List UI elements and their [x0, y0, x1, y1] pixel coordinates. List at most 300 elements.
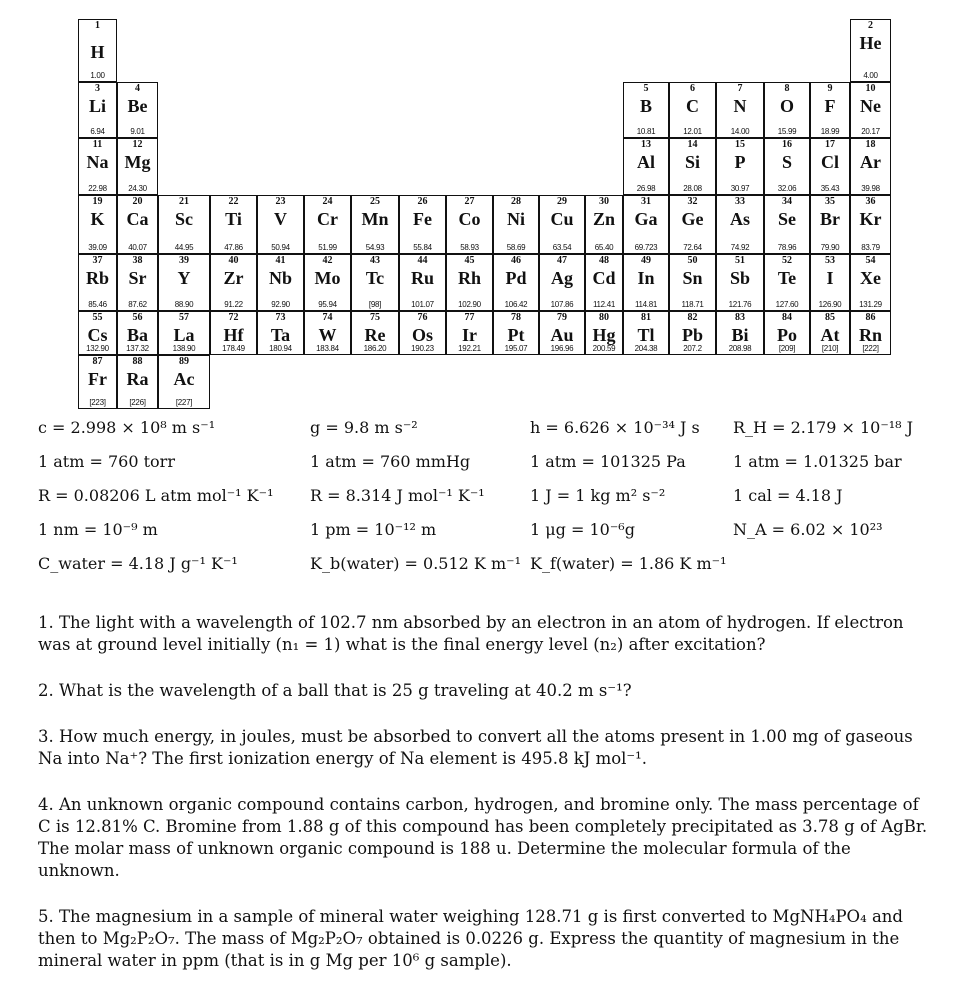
element-number: 15 — [735, 139, 745, 150]
element-cell-la — [158, 311, 210, 355]
element-number: 42 — [322, 255, 333, 266]
element-mass: [210] — [821, 344, 839, 353]
element-mass: 65.40 — [594, 243, 614, 252]
element-symbol: K — [90, 209, 105, 229]
element-symbol: Ba — [126, 325, 148, 345]
element-symbol: Na — [86, 152, 109, 172]
element-number: 38 — [132, 255, 143, 266]
element-mass: 32.06 — [777, 184, 797, 193]
element-symbol: Pd — [505, 268, 527, 288]
element-mass: 118.71 — [681, 300, 704, 309]
element-mass: 18.99 — [820, 127, 840, 136]
element-number: 3 — [95, 83, 100, 94]
element-number: 56 — [132, 312, 143, 323]
element-number: 13 — [641, 139, 651, 150]
element-symbol: W — [318, 325, 337, 345]
element-number: 85 — [825, 312, 835, 323]
element-cell-ru — [399, 254, 446, 311]
element-number: 12 — [132, 139, 143, 150]
element-number: 5 — [643, 83, 649, 94]
element-symbol: S — [781, 152, 792, 172]
element-number: 77 — [464, 312, 475, 323]
element-mass: 30.97 — [730, 184, 750, 193]
element-symbol: Bi — [731, 325, 749, 345]
element-symbol: Rh — [457, 268, 481, 288]
element-symbol: Mn — [361, 209, 389, 229]
element-mass: 1.00 — [90, 71, 105, 80]
element-mass: 112.41 — [592, 300, 616, 309]
element-symbol: He — [859, 33, 882, 53]
element-mass: 15.99 — [777, 127, 797, 136]
element-number: 80 — [599, 312, 609, 323]
element-cell-ga — [623, 195, 669, 254]
element-mass: 4.00 — [863, 71, 878, 80]
element-cell-na — [78, 138, 117, 195]
element-mass: 106.42 — [504, 300, 528, 309]
element-mass: 72.64 — [683, 243, 702, 252]
element-cell-as — [716, 195, 764, 254]
element-cell-po — [764, 311, 810, 355]
element-cell-tl — [623, 311, 669, 355]
element-symbol: Cu — [550, 209, 574, 229]
element-number: 27 — [464, 196, 475, 207]
element-symbol: Ca — [126, 209, 149, 229]
element-cell-ti — [210, 195, 257, 254]
element-number: 20 — [132, 196, 143, 207]
constant-joule: 1 J = 1 kg m² s⁻² — [530, 486, 666, 505]
element-cell-te — [764, 254, 810, 311]
element-number: 19 — [92, 196, 103, 207]
element-cell-hg — [585, 311, 623, 355]
element-symbol: N — [733, 96, 747, 116]
element-symbol: Ni — [507, 209, 525, 229]
element-number: 45 — [464, 255, 475, 266]
element-mass: 63.54 — [552, 243, 572, 252]
element-mass: 208.98 — [728, 344, 752, 353]
element-cell-k — [78, 195, 117, 254]
element-symbol: Si — [684, 152, 700, 172]
element-cell-kr — [850, 195, 891, 254]
element-mass: 95.94 — [318, 300, 337, 309]
element-number: 4 — [135, 83, 140, 94]
element-cell-xe — [850, 254, 891, 311]
element-number: 86 — [865, 312, 876, 323]
element-cell-h — [78, 19, 117, 82]
element-symbol: Os — [411, 325, 433, 345]
element-number: 76 — [417, 312, 428, 323]
element-symbol: At — [820, 325, 840, 345]
element-mass: 107.86 — [550, 300, 574, 309]
element-symbol: Mo — [314, 268, 341, 288]
element-cell-b — [623, 82, 669, 138]
element-symbol: Cr — [317, 209, 338, 229]
element-mass: 54.93 — [365, 243, 385, 252]
element-cell-mo — [304, 254, 351, 311]
element-cell-mn — [351, 195, 399, 254]
element-symbol: Y — [177, 268, 191, 288]
element-mass: 22.98 — [88, 184, 107, 193]
element-number: 54 — [865, 255, 876, 266]
element-mass: 85.46 — [88, 300, 107, 309]
element-mass: 51.99 — [318, 243, 337, 252]
element-symbol: Ta — [270, 325, 291, 345]
element-symbol: Hg — [592, 325, 616, 345]
element-cell-in — [623, 254, 669, 311]
element-cell-nb — [257, 254, 304, 311]
element-symbol: Re — [364, 325, 386, 345]
element-symbol: B — [639, 96, 652, 116]
element-number: 9 — [827, 83, 833, 94]
element-mass: 79.90 — [820, 243, 840, 252]
question-2: 2. What is the wavelength of a ball that is 25 g traveling at 40.2 m s⁻¹? — [38, 681, 632, 700]
element-number: 33 — [735, 196, 745, 207]
element-mass: [98] — [368, 300, 382, 309]
element-symbol: Mg — [124, 152, 151, 172]
element-number: 30 — [599, 196, 609, 207]
element-mass: 186.20 — [363, 344, 387, 353]
element-cell-i — [810, 254, 850, 311]
element-mass: 196.96 — [550, 344, 574, 353]
element-symbol: Zn — [592, 209, 616, 229]
element-symbol: Hf — [223, 325, 244, 345]
element-number: 81 — [641, 312, 651, 323]
element-mass: 78.96 — [777, 243, 797, 252]
element-symbol: Sn — [682, 268, 703, 288]
element-mass: 132.90 — [86, 344, 109, 353]
element-symbol: Cs — [87, 325, 108, 345]
element-symbol: Se — [778, 209, 796, 229]
element-cell-ar — [850, 138, 891, 195]
element-cell-fr — [78, 355, 117, 409]
element-cell-pd — [493, 254, 539, 311]
element-number: 34 — [782, 196, 792, 207]
element-symbol: Te — [777, 268, 797, 288]
element-mass: 44.95 — [174, 243, 194, 252]
element-cell-rh — [446, 254, 493, 311]
element-mass: 26.98 — [636, 184, 656, 193]
element-number: 25 — [370, 196, 380, 207]
element-symbol: V — [274, 209, 287, 229]
element-symbol: Br — [820, 209, 840, 229]
element-cell-hf — [210, 311, 257, 355]
element-number: 32 — [687, 196, 698, 207]
element-number: 88 — [132, 356, 143, 367]
element-cell-cd — [585, 254, 623, 311]
element-mass: 92.90 — [271, 300, 290, 309]
element-cell-mg — [117, 138, 158, 195]
element-cell-c — [669, 82, 716, 138]
element-cell-y — [158, 254, 210, 311]
element-symbol: In — [637, 268, 655, 288]
element-cell-li — [78, 82, 117, 138]
element-cell-ni — [493, 195, 539, 254]
element-mass: 200.59 — [592, 344, 616, 353]
element-cell-re — [351, 311, 399, 355]
element-symbol: Ti — [225, 209, 242, 229]
element-number: 52 — [782, 255, 792, 266]
element-symbol: Be — [127, 96, 148, 116]
element-cell-he — [850, 19, 891, 82]
element-number: 28 — [511, 196, 521, 207]
element-number: 16 — [782, 139, 792, 150]
element-cell-n — [716, 82, 764, 138]
constant-rydberg: R_H = 2.179 × 10⁻¹⁸ J — [733, 418, 914, 437]
element-number: 23 — [275, 196, 286, 207]
element-symbol: Rn — [858, 325, 882, 345]
element-number: 84 — [782, 312, 792, 323]
element-mass: 127.60 — [775, 300, 799, 309]
element-mass: 192.21 — [458, 344, 481, 353]
element-mass: [223] — [89, 398, 106, 407]
element-number: 18 — [865, 139, 876, 150]
element-cell-be — [117, 82, 158, 138]
element-cell-cu — [539, 195, 585, 254]
element-cell-sb — [716, 254, 764, 311]
constants-block — [0, 418, 959, 598]
element-cell-ge — [669, 195, 716, 254]
element-number: 78 — [511, 312, 521, 323]
element-cell-cl — [810, 138, 850, 195]
element-symbol: Ar — [860, 152, 881, 172]
constant-gas-j: R = 8.314 J mol⁻¹ K⁻¹ — [310, 486, 485, 505]
element-symbol: Au — [550, 325, 574, 345]
constant-speed-of-light: c = 2.998 × 10⁸ m s⁻¹ — [38, 418, 216, 437]
element-mass: 102.90 — [458, 300, 481, 309]
element-mass: [226] — [129, 398, 146, 407]
element-cell-se — [764, 195, 810, 254]
element-symbol: Sb — [729, 268, 751, 288]
element-cell-rn — [850, 311, 891, 355]
element-cell-ir — [446, 311, 493, 355]
element-cell-at — [810, 311, 850, 355]
element-mass: 39.98 — [861, 184, 880, 193]
element-cell-ca — [117, 195, 158, 254]
constant-kf-water: K_f(water) = 1.86 K m⁻¹ — [530, 554, 727, 573]
element-symbol: Cl — [821, 152, 839, 172]
element-mass: 114.81 — [634, 300, 658, 309]
element-mass: 14.00 — [730, 127, 750, 136]
element-mass: [227] — [175, 398, 193, 407]
element-cell-au — [539, 311, 585, 355]
element-mass: 88.90 — [174, 300, 194, 309]
element-number: 43 — [370, 255, 380, 266]
element-number: 75 — [370, 312, 380, 323]
element-mass: 178.49 — [222, 344, 245, 353]
constant-atm-bar: 1 atm = 1.01325 bar — [733, 452, 902, 471]
element-number: 24 — [322, 196, 333, 207]
element-symbol: C — [686, 96, 699, 116]
element-mass: 20.17 — [861, 127, 880, 136]
element-number: 46 — [511, 255, 521, 266]
element-symbol: Rb — [85, 268, 109, 288]
element-mass: 207.2 — [683, 344, 702, 353]
questions-list — [38, 612, 933, 996]
periodic-table — [0, 0, 959, 418]
element-mass: 24.30 — [128, 184, 147, 193]
element-symbol: Ag — [551, 268, 573, 288]
element-cell-sr — [117, 254, 158, 311]
element-mass: 69.723 — [634, 243, 658, 252]
element-symbol: Pt — [507, 325, 525, 345]
element-cell-pt — [493, 311, 539, 355]
element-number: 6 — [690, 83, 695, 94]
element-number: 51 — [735, 255, 745, 266]
element-symbol: Ne — [860, 96, 881, 116]
element-mass: 58.69 — [506, 243, 526, 252]
element-cell-p — [716, 138, 764, 195]
element-mass: 91.22 — [224, 300, 243, 309]
element-number: 41 — [275, 255, 286, 266]
element-number: 2 — [868, 20, 873, 31]
question-1: 1. The light with a wavelength of 102.7 nm absorbed by an electron in an atom of hydrogen. If electron was at ground level initially (n₁ = 1) what is the final energy level (n₂) after excitation? — [38, 613, 904, 654]
element-symbol: Pb — [681, 325, 703, 345]
element-mass: 183.84 — [316, 344, 339, 353]
constant-gravity: g = 9.8 m s⁻² — [310, 418, 418, 437]
element-symbol: Ge — [681, 209, 704, 229]
constant-calorie: 1 cal = 4.18 J — [733, 486, 843, 505]
element-cell-br — [810, 195, 850, 254]
element-cell-zr — [210, 254, 257, 311]
element-symbol: I — [826, 268, 834, 288]
element-mass: 87.62 — [128, 300, 147, 309]
element-number: 73 — [275, 312, 286, 323]
question-4: 4. An unknown organic compound contains carbon, hydrogen, and bromine only. The mass percentage of C is 12.81% C. Bromine from 1.88 g of this compound has been completely precipitated as 3.78 g of AgBr. The molar mass of unknown organic compound is 188 u. Determine the molecular formula of the unknown. — [38, 795, 928, 880]
element-symbol: Kr — [859, 209, 882, 229]
element-cell-ba — [117, 311, 158, 355]
element-symbol: Nb — [268, 268, 292, 288]
element-number: 82 — [687, 312, 698, 323]
element-cell-v — [257, 195, 304, 254]
element-cell-cs — [78, 311, 117, 355]
element-number: 89 — [179, 356, 189, 367]
element-number: 1 — [95, 20, 100, 31]
element-cell-al — [623, 138, 669, 195]
element-number: 7 — [737, 83, 743, 94]
element-mass: 101.07 — [411, 300, 434, 309]
element-cell-fe — [399, 195, 446, 254]
element-mass: 121.76 — [728, 300, 752, 309]
element-symbol: Co — [458, 209, 481, 229]
element-symbol: Xe — [860, 268, 881, 288]
element-symbol: Cd — [592, 268, 616, 288]
element-number: 31 — [641, 196, 651, 207]
element-mass: 39.09 — [88, 243, 107, 252]
element-number: 48 — [599, 255, 609, 266]
element-mass: 9.01 — [130, 127, 145, 136]
element-mass: 12.01 — [683, 127, 702, 136]
question-5: 5. The magnesium in a sample of mineral water weighing 128.71 g is first converted to MgNH₄PO₄ and then to Mg₂P₂O₇. The mass of Mg₂P₂O₇ obtained is 0.0226 g. Express the quantity of magnesium in the mineral water in ppm (that is in g Mg per 10⁶ g sample). — [38, 907, 903, 970]
element-symbol: P — [734, 152, 746, 172]
element-cell-s — [764, 138, 810, 195]
element-number: 8 — [784, 83, 790, 94]
constant-kb-water: K_b(water) = 0.512 K m⁻¹ — [310, 554, 521, 573]
element-symbol: O — [779, 96, 794, 116]
element-symbol: Fr — [88, 369, 107, 389]
element-cell-os — [399, 311, 446, 355]
constant-picometer: 1 pm = 10⁻¹² m — [310, 520, 437, 539]
element-cell-pb — [669, 311, 716, 355]
constant-microgram: 1 μg = 10⁻⁶g — [530, 520, 635, 539]
element-cell-zn — [585, 195, 623, 254]
constant-gas-l-atm: R = 0.08206 L atm mol⁻¹ K⁻¹ — [38, 486, 274, 505]
element-cell-f — [810, 82, 850, 138]
element-number: 50 — [687, 255, 698, 266]
element-mass: 55.84 — [413, 243, 432, 252]
element-mass: 180.94 — [269, 344, 292, 353]
element-symbol: Fe — [413, 209, 432, 229]
element-cell-cr — [304, 195, 351, 254]
constant-atm-pa: 1 atm = 101325 Pa — [530, 452, 686, 471]
element-number: 83 — [735, 312, 745, 323]
element-number: 21 — [179, 196, 189, 207]
element-mass: 74.92 — [730, 243, 750, 252]
element-mass: [222] — [862, 344, 879, 353]
constant-atm-torr: 1 atm = 760 torr — [38, 452, 175, 471]
element-symbol: Tc — [365, 268, 385, 288]
element-cell-sn — [669, 254, 716, 311]
constant-nanometer: 1 nm = 10⁻⁹ m — [38, 520, 158, 539]
element-number: 14 — [687, 139, 698, 150]
element-number: 17 — [825, 139, 835, 150]
element-number: 36 — [865, 196, 876, 207]
element-number: 26 — [417, 196, 428, 207]
element-number: 40 — [228, 255, 239, 266]
element-number: 39 — [179, 255, 189, 266]
element-number: 29 — [557, 196, 567, 207]
element-mass: 195.07 — [504, 344, 528, 353]
element-symbol: Ru — [410, 268, 434, 288]
element-symbol: F — [824, 96, 836, 116]
constant-water-heat: C_water = 4.18 J g⁻¹ K⁻¹ — [38, 554, 238, 573]
element-symbol: H — [90, 42, 105, 62]
element-mass: 50.94 — [271, 243, 290, 252]
element-mass: 28.08 — [683, 184, 702, 193]
element-number: 57 — [179, 312, 189, 323]
element-cell-o — [764, 82, 810, 138]
element-number: 55 — [92, 312, 103, 323]
question-3: 3. How much energy, in joules, must be absorbed to convert all the atoms present in 1.00 mg of gaseous Na into Na⁺? The first ionization energy of Na element is 495.8 kJ mol⁻¹. — [38, 727, 913, 768]
element-number: 53 — [825, 255, 835, 266]
element-mass: 58.93 — [460, 243, 479, 252]
element-cell-ta — [257, 311, 304, 355]
element-cell-ag — [539, 254, 585, 311]
element-number: 74 — [322, 312, 333, 323]
element-mass: 190.23 — [411, 344, 434, 353]
element-symbol: Po — [777, 325, 797, 345]
element-number: 79 — [557, 312, 567, 323]
element-symbol: Ac — [173, 369, 195, 389]
element-number: 87 — [92, 356, 103, 367]
element-cell-ra — [117, 355, 158, 409]
element-symbol: Al — [637, 152, 655, 172]
element-mass: 35.43 — [820, 184, 840, 193]
element-mass: 10.81 — [636, 127, 656, 136]
element-symbol: Sr — [128, 268, 147, 288]
element-cell-si — [669, 138, 716, 195]
element-mass: 137.32 — [126, 344, 149, 353]
element-symbol: As — [729, 209, 750, 229]
element-cell-sc — [158, 195, 210, 254]
element-number: 72 — [228, 312, 239, 323]
constant-planck: h = 6.626 × 10⁻³⁴ J s — [530, 418, 700, 437]
element-symbol: La — [173, 325, 195, 345]
element-cell-ac — [158, 355, 210, 409]
element-mass: 138.90 — [172, 344, 196, 353]
element-cell-bi — [716, 311, 764, 355]
element-cell-tc — [351, 254, 399, 311]
element-number: 22 — [228, 196, 239, 207]
element-symbol: Ra — [126, 369, 149, 389]
